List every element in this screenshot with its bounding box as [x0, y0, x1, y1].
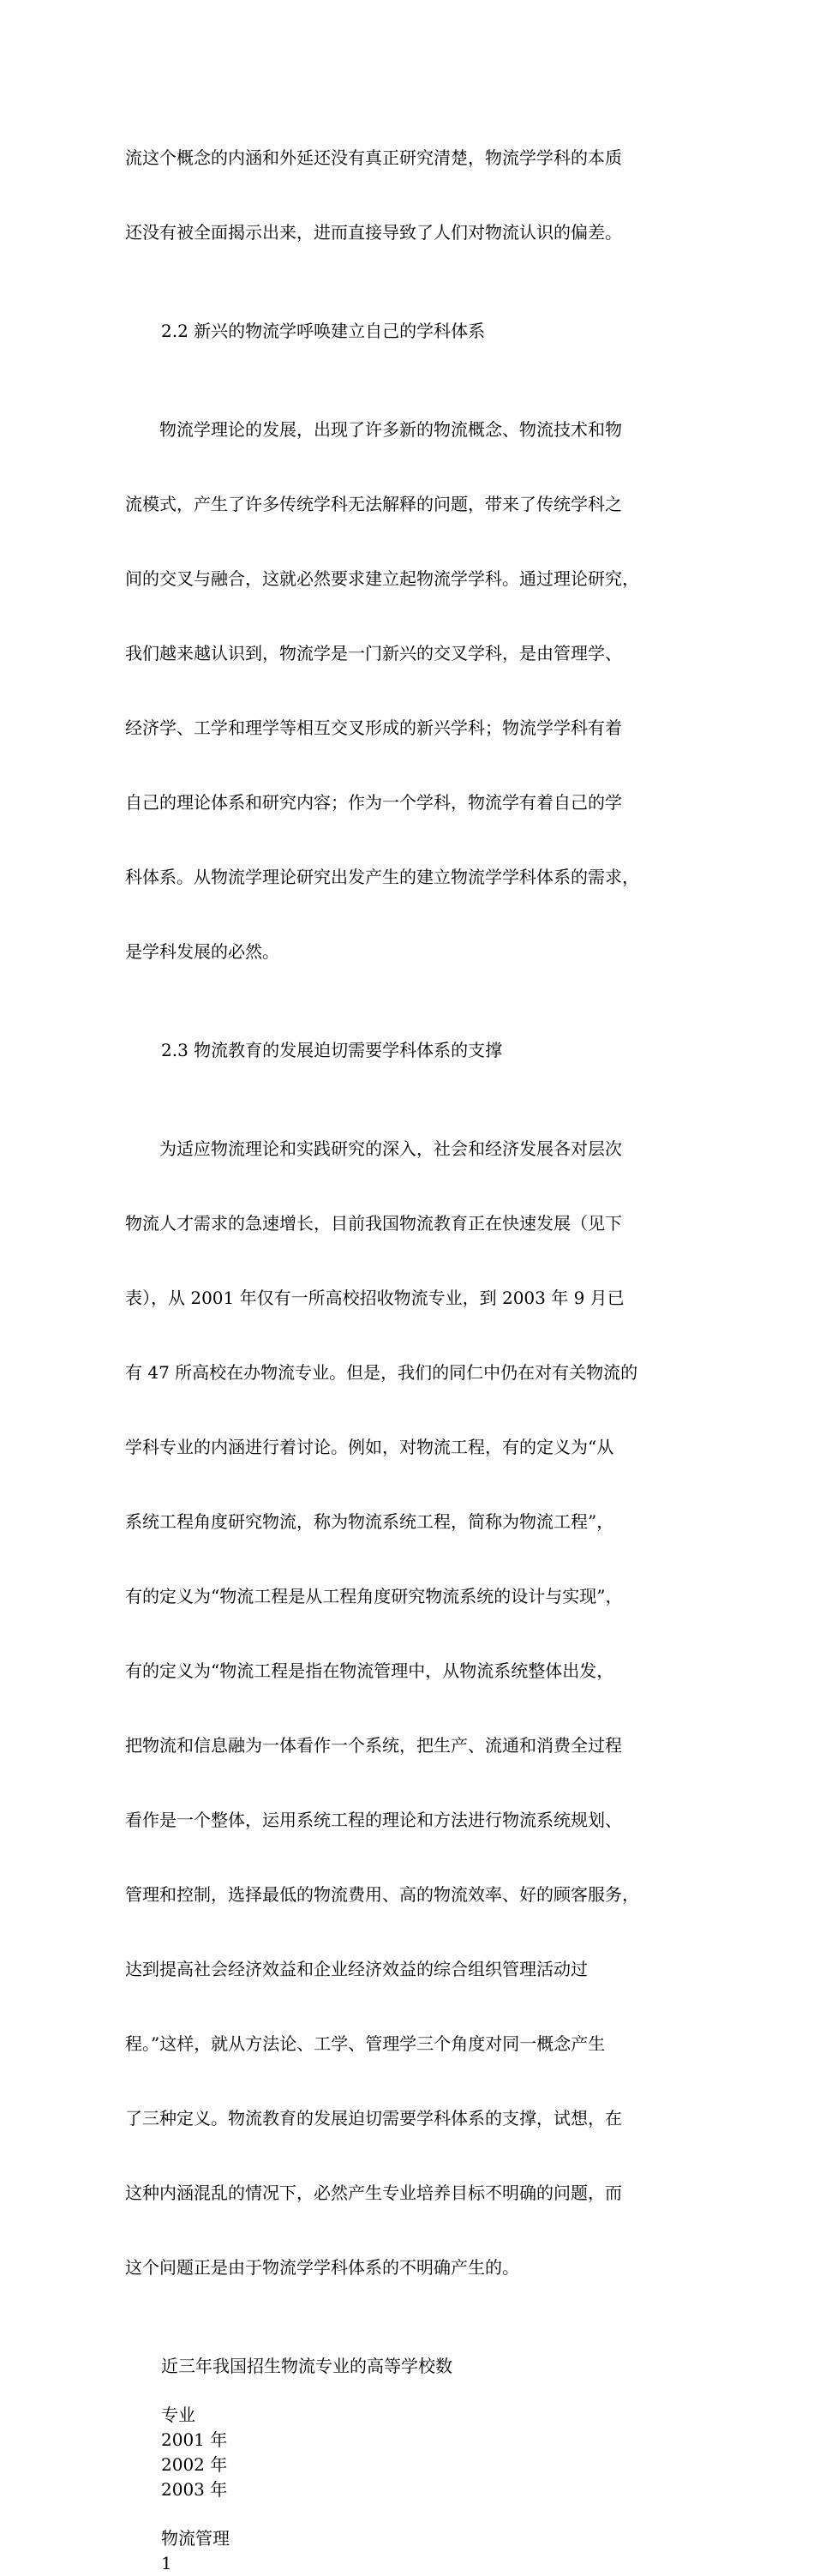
table-header-row [125, 2403, 697, 2502]
text-line: 有 47 所高校在办物流专业。但是，我们的同仁中仍在对有关物流的 [125, 1362, 638, 1383]
text-line: 表），从 2001 年仅有一所高校招收物流专业，到 2003 年 9 月已 [125, 1288, 625, 1308]
paragraph-gap [125, 2330, 697, 2354]
paragraph-education [125, 1087, 697, 2330]
text-line: 有的定义为“物流工程是指在物流管理中，从物流系统整体出发， [125, 1660, 614, 1681]
text-line: 这个问题正是由于物流学学科体系的不明确产生的。 [125, 2257, 519, 2278]
document-page [125, 96, 697, 2576]
paragraph-gap [125, 1063, 697, 1087]
text-line: 有的定义为“物流工程是从工程角度研究物流系统的设计与实现”， [125, 1586, 623, 1606]
table-caption: 近三年我国招生物流专业的高等学校数 [161, 2356, 452, 2376]
text-line: 物流人才需求的急速增长，目前我国物流教育正在快速发展（见下 [125, 1213, 622, 1234]
section-heading-2-2: 2.2 新兴的物流学呼唤建立自己的学科体系 [161, 321, 486, 341]
paragraph-discipline [125, 368, 697, 1014]
text-line: 流模式，产生了许多传统学科无法解释的问题，带来了传统学科之 [125, 494, 622, 514]
paragraph-intro [125, 96, 697, 295]
text-line: 流这个概念的内涵和外延还没有真正研究清楚，物流学学科的本质 [125, 147, 622, 168]
table-header-cell: 专业 [161, 2405, 195, 2425]
paragraph-gap [125, 1014, 697, 1038]
table-header-cell: 2001 年 [161, 2429, 228, 2450]
text-line: 自己的理论体系和研究内容；作为一个学科，物流学有着自己的学 [125, 792, 622, 813]
text-line: 学科专业的内涵进行着讨论。例如，对物流工程，有的定义为“从 [125, 1437, 614, 1457]
text-line: 间的交叉与融合，这就必然要求建立起物流学学科。通过理论研究， [125, 568, 639, 589]
text-line: 是学科发展的必然。 [125, 941, 279, 962]
table-row [125, 2526, 697, 2576]
table-cell: 物流管理 [161, 2528, 230, 2549]
text-line: 管理和控制，选择最低的物流费用、高的物流效率、好的顾客服务， [125, 1884, 639, 1905]
text-line: 把物流和信息融为一体看作一个系统，把生产、流通和消费全过程 [125, 1735, 622, 1756]
text-line: 程。”这样，就从方法论、工学、管理学三个角度对同一概念产生 [125, 2033, 606, 2054]
text-line: 我们越来越认识到，物流学是一门新兴的交叉学科，是由管理学、 [125, 643, 622, 664]
text-line: 还没有被全面揭示出来，进而直接导致了人们对物流认识的偏差。 [125, 222, 622, 243]
text-line: 为适应物流理论和实践研究的深入，社会和经济发展各对层次 [125, 1138, 622, 1159]
text-line: 了三种定义。物流教育的发展迫切需要学科体系的支撑，试想，在 [125, 2108, 622, 2129]
paragraph-gap [125, 2502, 697, 2526]
section-heading-2-3: 2.3 物流教育的发展迫切需要学科体系的支撑 [161, 1040, 503, 1060]
text-line: 科体系。从物流学理论研究出发产生的建立物流学学科体系的需求， [125, 867, 639, 887]
text-line: 系统工程角度研究物流，称为物流系统工程，简称为物流工程”， [125, 1511, 614, 1532]
text-line: 看作是一个整体，运用系统工程的理论和方法进行物流系统规划、 [125, 1810, 622, 1830]
table-cell: 1 [161, 2553, 172, 2573]
text-line: 这种内涵混乱的情况下，必然产生专业培养目标不明确的问题，而 [125, 2183, 622, 2203]
table-header-cell: 2003 年 [161, 2479, 228, 2500]
text-line: 经济学、工学和理学等相互交叉形成的新兴学科；物流学学科有着 [125, 718, 622, 738]
text-line: 达到提高社会经济效益和企业经济效益的综合组织管理活动过 [125, 1959, 588, 1979]
paragraph-gap [125, 2379, 697, 2403]
paragraph-gap [125, 344, 697, 368]
table-header-cell: 2002 年 [161, 2454, 228, 2475]
text-line: 物流学理论的发展，出现了许多新的物流概念、物流技术和物 [125, 419, 622, 440]
paragraph-gap [125, 295, 697, 319]
